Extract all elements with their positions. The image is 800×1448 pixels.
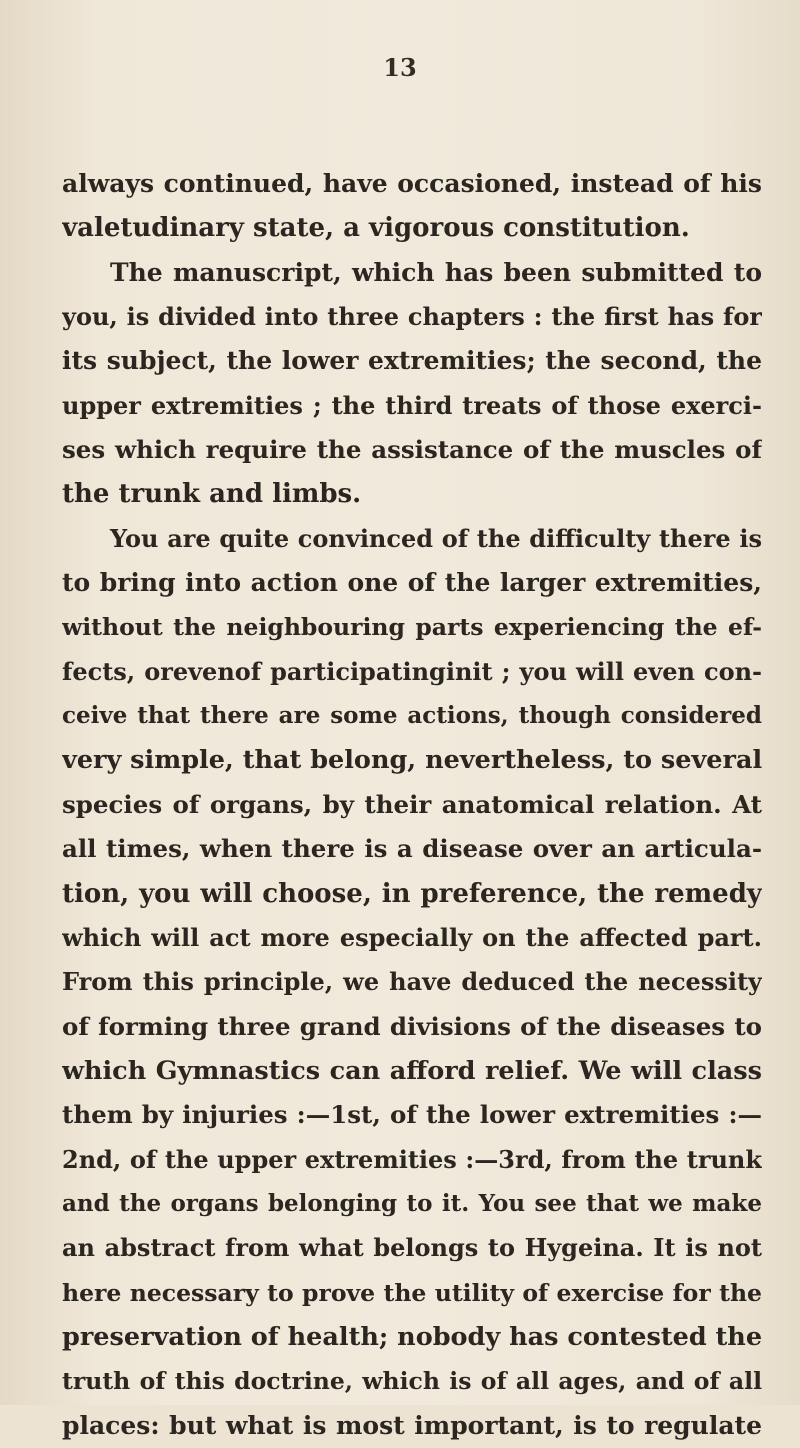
text-line: upper extremities ; the third treats of those exerci- <box>62 390 762 420</box>
text-line: them by injuries :—1st, of the lower extremities :— <box>62 1100 762 1130</box>
text-line: of forming three grand divisions of the diseases to <box>62 1011 762 1041</box>
text-line: which Gymnastics can afford relief. We will class <box>62 1055 762 1086</box>
text-line: ceive that there are some actions, though considered <box>62 702 762 730</box>
text-line: without the neighbouring parts experiencing the ef- <box>62 613 762 642</box>
text-line: always continued, have occasioned, instead of his <box>62 169 762 198</box>
text-line: which will act more especially on the affected part. <box>62 922 762 952</box>
text-line: ses which require the assistance of the muscles of <box>62 435 762 465</box>
text-line: an abstract from what belongs to Hygeina. It is not <box>62 1233 762 1263</box>
text-line: here necessary to prove the utility of exercise for the <box>62 1278 762 1307</box>
text-line: places: but what is most important, is to regulate <box>62 1410 762 1440</box>
text-line: tion, you will choose, in preference, the remedy <box>62 878 762 909</box>
text-line: truth of this doctrine, which is of all ages, and of all <box>62 1367 762 1396</box>
text-line: 2nd, of the upper extremities :—3rd, from the trunk <box>62 1144 762 1174</box>
text-line: valetudinary state, a vigorous constitution. <box>62 213 690 244</box>
text-line: From this principle, we have deduced the necessity <box>62 967 762 997</box>
text-line: the trunk and limbs. <box>62 479 362 510</box>
text-line: species of organs, by their anatomical relation. At <box>62 789 762 819</box>
text-line: very simple, that belong, nevertheless, to several <box>62 745 762 776</box>
text-line: all times, when there is a disease over an articula- <box>62 834 762 864</box>
text-line: The manuscript, which has been submitted to <box>110 257 762 287</box>
text-line: to bring into action one of the larger extremities, <box>62 568 762 598</box>
text-line: preservation of health; nobody has contested the <box>62 1321 762 1352</box>
text-line: and the organs belonging to it. You see that we make <box>62 1189 762 1217</box>
page-body-text <box>62 162 762 1448</box>
page-number: 13 <box>383 53 417 82</box>
text-line: fects, orevenof participatinginit ; you will even con- <box>62 656 762 686</box>
text-line: You are quite convinced of the difficulty there is <box>110 523 762 553</box>
text-line: its subject, the lower extremities; the second, the <box>62 346 762 376</box>
text-line: you, is divided into three chapters : the first has for <box>62 302 762 332</box>
